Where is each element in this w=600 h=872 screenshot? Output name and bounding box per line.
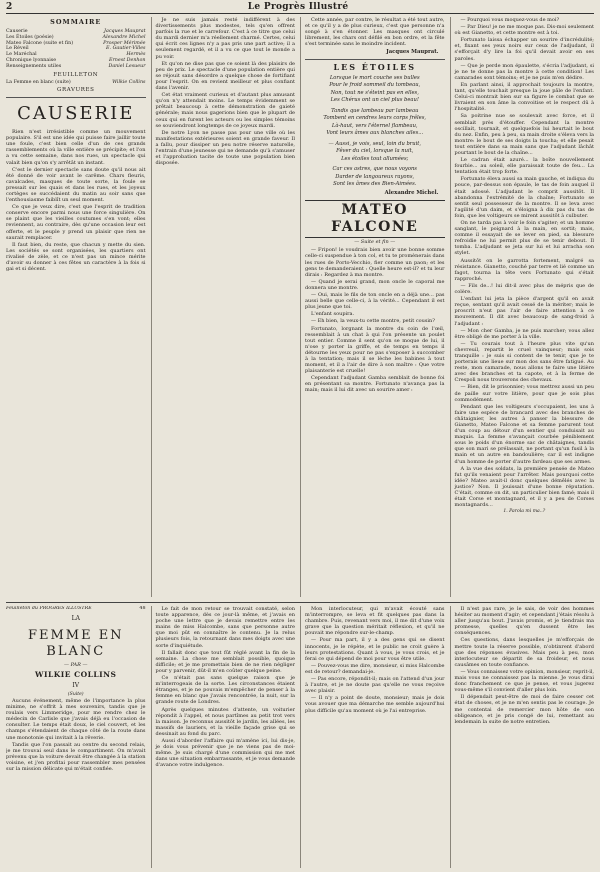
sommaire-item-author: Jacques Mauprat bbox=[104, 28, 146, 34]
column-4 bbox=[450, 17, 595, 597]
column-2 bbox=[151, 17, 296, 597]
sommaire-item-label: Le Réveil bbox=[6, 46, 29, 52]
paragraph: Ces questions, dans lesquelles je m'efforçais de mettre toute la réserve possible, n'obtinrent d'abord que des réponses évasives. Mais peu à peu, mon interlocuteur se départit de sa froideur, et nous causâmes en toute confiance. bbox=[454, 637, 594, 668]
sommaire-item-label: Mateo Falcone (suite et fin) bbox=[6, 40, 74, 46]
sommaire-item-author: Ernest Denhon bbox=[109, 58, 146, 64]
poem-line: Les Chérus ont un ciel plus beau! bbox=[330, 97, 419, 104]
sommaire-item-label: Renseignements utiles bbox=[6, 63, 62, 69]
feuilleton-entry bbox=[6, 80, 146, 86]
page-header bbox=[6, 2, 594, 14]
mateo-footnote: 1. Parola mi ma..? bbox=[503, 509, 546, 515]
paragraph: Aussi d'aborder l'affaire qui m'amène ici, lui dis-je, je dois vous prévenir que je ne viens pas de moi-même. Je suis chargé d'une commission qui me met dans une situation embarrassante, et je vous demande d'avance votre indulgence. bbox=[155, 737, 295, 769]
paragraph: Il dépendait peut-être de moi de faire cesser cet état de choses, et je ne m'en sentis pas le courage. Je me contentai de remercier mon hôte de son obligeance, et je pris congé de lui, remettant au lendemain la suite de notre entretien. bbox=[454, 694, 594, 725]
sommaire-item-author: Hermès bbox=[126, 52, 146, 58]
sommaire-item-label: Le Maréchal bbox=[6, 52, 37, 58]
paragraph: Pendant que les voltigeurs s'occupaient, les uns à faire une espèce de brancard avec des branches de châtaignier, les autres à panser la blessure de Gianetto, Mateo Falcone et sa femme parurent tout d'un coup au détour d'un sentier qui conduisait au maquis. La femme s'avançait courbée péniblement sous le poids d'un énorme sac de châtaignes, tandis que son mari se prélassait, ne portant qu'un fusil à la main et un autre en bandoulière; car il est indigne d'un homme de porter d'autre fardeau que ses armes. bbox=[454, 403, 594, 465]
sommaire-item-author: E. Gautier-Villes bbox=[106, 46, 146, 52]
paragraph: Ce n'était pas sans quelque raison que je m'interrogeais de la sorte. Les circonstances étaient étranges, et je ne pouvais m'empêcher de penser à la femme en blanc que j'avais rencontrée, la nuit, sur la grande route de Londres. bbox=[155, 675, 295, 706]
poem-line: Lorsque le mort couche ses bulles bbox=[329, 74, 420, 81]
paragraph: L'enfant soupira. bbox=[311, 311, 355, 318]
causerie-title: CAUSERIE bbox=[17, 103, 135, 125]
feuilleton-column-3 bbox=[300, 606, 445, 868]
paragraph: — Pour ma part, il y a des gens qui se disent innocents, je le répète, et le public ne croit guère à leurs protestations. Quant à vous, je vous crois, et je ferai ce qui dépend de moi pour vous être utile. bbox=[305, 637, 445, 662]
sommaire-item-author: Daniel Lesueur bbox=[108, 63, 146, 69]
causerie-text-end bbox=[305, 17, 445, 47]
column-1 bbox=[6, 17, 146, 597]
paragraph: Le cadran était azuré... la boîte nouvellement fourbie... au soleil, elle paraissait toute de feu... La tentation était trop forte. bbox=[454, 157, 594, 176]
paragraph: — Pourquoi vous moquez-vous de moi? bbox=[460, 17, 560, 23]
paragraph: — Fripon! le voudrais bien avoir une bonne somme celle-ci suspendue à ton col, et tu te promènerais dans les rues de Porto-Vecchio, fier comme un paon; et les gens te demanderaient : Quelle heure est-il? et tu leur dirais : Regardez à ma montre. bbox=[305, 247, 445, 278]
gravures-label: GRAVURES bbox=[56, 87, 95, 94]
paragraph: — Mon cher Gamba, je ne puis marcher; vous allez être obligé de me porter à la ville. bbox=[454, 327, 594, 340]
etoiles-poem bbox=[305, 75, 445, 188]
feuilleton-label: FEUILLETON bbox=[53, 71, 99, 78]
paragraph: C'est le dernier spectacle sans doute qu'il nous ait été donné de voir avant le carême. Chars fleuris, cavalcades, masques de toute sorte, la foule se pressait sur les quais et dans les rues, et les joyeux cortèges se succédaient du matin au soir sans que l'enthousiasme faiblît un seul moment. bbox=[6, 166, 146, 204]
poem-line: Tandis que lambeau par lambeau bbox=[331, 107, 419, 114]
paragraph: — Pouvez-vous me dire, monsieur, si miss Halcombe est de retour? demandai-je. bbox=[305, 662, 445, 675]
paragraph: Aussitôt on le garrotta fortement, malgré sa résistance. Gianetto, couché par terre et lié comme un fagot, tourna la tête vers Fortunato qui s'était rapproché. bbox=[454, 257, 594, 282]
paragraph: Je ne suis jamais resté indifférent à des divertissements plus modestes, tels qu'en offrent parfois la rue et le carrefour. C'est à ce titre que celui du mardi dernier m'a réellement charmé. Certes, celui qui écrit ces lignes n'y a pas pris une part active; il a seulement regardé, et il a vu ce que tout le monde a pu voir. bbox=[155, 17, 295, 60]
feuilleton-author: WILKIE COLLINS bbox=[35, 669, 117, 679]
sommaire-item bbox=[6, 64, 146, 70]
mateo-text bbox=[305, 247, 445, 393]
page-number: 2 bbox=[6, 2, 13, 13]
paragraph: — Que je perde mon épaulette, s'écria l'adjudant, si je ne te donne pas la montre à cette condition! Les camarades sont témoins; et je ne puis m'en dédire. bbox=[454, 62, 594, 81]
paragraph: Rien n'est irrésistible comme un mouvement populaire. S'il est une idée qui puisse faire jaillir toute une foule, c'est bien celle d'un de ces grands rassemblements où la ville entière se précipite; et l'on a vu cette semaine, dans nos rues, un spectacle qui valait bien qu'on s'y arrêtât un instant. bbox=[6, 129, 146, 166]
paragraph: Fortunato laissa échapper un sourire d'incrédulité; et, fixant ses yeux noirs sur ceux de l'adjudant, il s'efforçait d'y lire la foi qu'il devait avoir en ses paroles. bbox=[454, 37, 594, 62]
etoiles-signature: Alexandre Michel. bbox=[384, 189, 439, 196]
poem-line: Non, tout ne s'éteint pas en elles, bbox=[330, 89, 419, 96]
sommaire-item-label: Chronique lyonnaise bbox=[6, 58, 57, 64]
feuilleton-text-3 bbox=[305, 606, 445, 714]
causerie-text bbox=[6, 129, 146, 272]
mateo-text-continued bbox=[455, 17, 595, 508]
feuilleton-text-4 bbox=[455, 606, 595, 725]
paragraph: Et qu'on ne dise pas que ce soient là des plaisirs de peu de prix. Le spectacle d'une population entière qui se réjouit sans désordre a quelque chose de fortifiant pour l'esprit. On en revient meilleur et plus confiant dans l'avenir. bbox=[155, 60, 295, 92]
poem-line: — Aussi, je vois, seul, loin du bruit, bbox=[328, 140, 421, 147]
poem-line: Fêver du ciel, lorsque la nuit, bbox=[336, 148, 414, 155]
divider bbox=[305, 59, 445, 60]
feuilleton-number: 48 bbox=[139, 606, 146, 611]
paragraph: — Bien, dit le prisonnier; vous mettrez aussi un peu de paille sur votre litière, pour que je sois plus commodément. bbox=[454, 384, 594, 403]
paragraph: Sa poitrine nue se soulevait avec force, et il semblait près d'étouffer. Cependant la montre oscillait, tournait, et quelquefois lui heurtait le bout du nez. Enfin, peu à peu, sa main droite s'éleva vers la montre: le bout de ses doigts la toucha; et elle pesait tout entière dans sa main sans que l'adjudant lâchât pourtant le bout de la chaîne... bbox=[454, 113, 594, 156]
poem-line: Sont les âmes des Bien-Aimées. bbox=[333, 181, 417, 188]
feuilleton-chapter: IV bbox=[72, 682, 80, 690]
paragraph: — Vous connaissez votre opinion, monsieur, reprit-il, mais vous ne connaissez pas la mienne. Je vous dirai donc franchement ce que je pense, et vous jugerez vous-même s'il convient d'aller plus loin. bbox=[454, 668, 594, 694]
column-3 bbox=[300, 17, 445, 597]
divider bbox=[6, 97, 146, 98]
paragraph: Après quelques minutes d'attente, un voiturier répondit à l'appel, et nous partîmes au petit trot vers la maison. Je reconnus aussitôt le jardin, les allées, les massifs de lauriers, et la vieille façade grise qui se dessinait au fond du parc. bbox=[155, 706, 295, 737]
sommaire-item-label: Causerie bbox=[6, 28, 28, 34]
mateo-title: MATEO FALCONE bbox=[305, 200, 445, 238]
feuilleton-section bbox=[6, 606, 594, 868]
sommaire-item-author: Prosper Mérimée bbox=[103, 40, 146, 46]
feuilleton-entry-author: Wilkie Collins bbox=[112, 79, 146, 85]
sommaire-title: SOMMAIRE bbox=[50, 18, 102, 26]
feuilleton-title-prefix: LA bbox=[71, 614, 80, 622]
feuilleton-label-text: Feuilleton du PROGRÈS ILLUSTRÉ bbox=[6, 606, 92, 611]
masthead: Le Progrès Illustré bbox=[247, 2, 349, 13]
poem-line: Tombent en cendres leurs corps frêles, bbox=[323, 115, 427, 122]
paragraph: Aucuns événement, même de l'importance la plus minime, ne s'offrit à mes souvenirs, tandis que je roulais vers Limmeridge, pour me rendre chez le médecin de Carlisle que j'avais déjà eu l'occasion de consulter. Le temps était doux, le ciel couvert, et les champs s'étendaient de chaque côté de la route dans une monotonie qui invitait à la rêverie. bbox=[6, 698, 146, 741]
paragraph: — Pas encore, répondit-il; mais on l'attend d'un jour à l'autre, et je ne doute pas qu'elle ne vous reçoive avec plaisir. bbox=[305, 676, 445, 695]
poem-line: Vont leurs âmes aux blanches ailes... bbox=[326, 130, 424, 137]
paragraph: Ce que je veux dire, c'est que l'esprit de tradition conserve encore parmi nous une force singulière. On se plaint que les vieilles coutumes s'en vont; elles reviennent, au contraire, dès qu'une occasion leur est offerte, et le peuple y prend un plaisir que rien ne saurait remplacer. bbox=[6, 204, 146, 241]
poem-line: Les étoiles tout allumées; bbox=[341, 155, 409, 162]
causerie-text-continued bbox=[156, 17, 296, 166]
paragraph: — Quand je serai grand, mon oncle le caporal me donnera une montre. bbox=[305, 278, 445, 291]
paragraph: Cet état vraiment curieux et d'autant plus amusant qu'on n'y attendait moins. Le temps évidemment se prêtait beaucoup à cette démonstration de gaieté générale; mais nous gagerions bien que le plupart de ceux qui en furent les acteurs ou les simples témoins se souviendront longtemps de ce joyeux mardi. bbox=[155, 92, 295, 129]
feuilleton-title: FEMME EN BLANC bbox=[27, 628, 124, 660]
feuilleton-par: — PAR — bbox=[64, 661, 88, 668]
etoiles-title: LES ÉTOILES bbox=[333, 61, 417, 72]
feuilleton-column-2 bbox=[151, 606, 296, 868]
paragraph: — Eh bien, la veux-tu cette montre, petit cousin? bbox=[311, 318, 435, 325]
paragraph: — Oui, mais le fils de ton oncle en a déjà une... pas aussi belle que celle-ci, à la vérité... Cependant il est plus jeune que toi. bbox=[305, 292, 445, 311]
feuilleton-entry-label: La Femme en blanc (suite) bbox=[6, 79, 71, 85]
paragraph: De notre Lyon ne passe pas pour une ville où les manifestations extérieures soient en grande faveur. Il a fallu, pour dissiper un peu notre réserve naturelle, l'entrain d'une jeunesse qui ne demande qu'à s'amuser et l'approbation tacite de toute une population bien disposée. bbox=[155, 129, 295, 167]
paragraph: Cependant l'adjudant Gamba semblait de bonne foi en présentant sa montre. Fortunato n'avança pas la main; mais il lui dit avec un sourire amer : bbox=[305, 375, 445, 394]
paragraph: Il n'est pas rare, je le sais, de voir des hommes hésiter au moment d'agir; et cependant j'étais résolu à aller jusqu'au bout. J'avais promis, et je tiendrais ma promesse, quelles qu'en dussent être les conséquences. bbox=[454, 606, 594, 637]
upper-section bbox=[6, 17, 594, 597]
poem-line: Là-haut, vers l'éternel flambeau, bbox=[331, 122, 418, 129]
feuilleton-note: (Suite) bbox=[67, 692, 84, 698]
paragraph: Il fallait donc que tout fût réglé avant la fin de la semaine. La chose me semblait possible, quoique difficile; et je me promettais bien de ne rien négliger pour y parvenir, dût-il m'en coûter quelque peine. bbox=[155, 649, 295, 674]
feuilleton-column-4 bbox=[450, 606, 595, 868]
paragraph: L'enfant lui jeta la pièce d'argent qu'il en avait reçue, sentant qu'il avait cessé de la mériter; mais le proscrit n'eut pas l'air de faire attention à ce mouvement. Il dit avec beaucoup de sang-froid à l'adjudant : bbox=[454, 296, 594, 327]
feuilleton-text-2 bbox=[156, 606, 296, 768]
section-divider bbox=[6, 602, 594, 603]
paragraph: Fortunato éleva aussi sa main gauche, et indiqua du pouce, par-dessus son épaule, le tas de foin auquel il était adossé. L'adjudant le comprit aussitôt. Il abandonna l'extrémité de la chaîne; Fortunato se sentit seul possesseur de la montre. Il se leva avec l'agilité d'un daim, et s'éloigna à dix pas du tas de foin, que les voltigeurs se mirent aussitôt à culbuter. bbox=[454, 176, 594, 219]
feuilleton-text bbox=[6, 698, 146, 772]
paragraph: — Par Dieu! je ne me moque pas. Dis-moi seulement où est Gianetto, et cette montre est à toi. bbox=[454, 24, 594, 37]
poem-line: Pour le froid sommeil du tombeau, bbox=[329, 82, 421, 89]
paragraph: Il faut bien, du reste, que chacun y mette du sien. Les sociétés se sont organisées, les quartiers ont rivalisé de zèle, et ce n'est pas un mince mérite d'avoir su donner à ces fêtes un caractère à la fois si gai et si décent. bbox=[6, 241, 146, 273]
paragraph: A la vue des soldats, la première pensée de Mateo fut qu'ils venaient pour l'arrêter. Mais pourquoi cette idée? Mateo avait-il donc quelques démêlés avec la justice? Non. Il jouissait d'une bonne réputation. C'était, comme on dit, un particulier bien famé; mais il était Corse et montagnard, et il y a peu de Corses montagnards... bbox=[454, 465, 594, 509]
feuilleton-column-1 bbox=[6, 606, 146, 868]
sommaire-item-author: Alexandre Michel bbox=[102, 34, 146, 40]
paragraph: — Tu courais tout à l'heure plus vite qu'un chevreuil, repartit le cruel vainqueur; mais sois tranquille : je suis si content de te tenir, que je te porterais une lieue sur mon dos sans être fatigué. Au reste, mon camarade, nous allons te faire une litière avec des branches et ta capote, et à la ferme de Crespoli nous trouverons des chevaux. bbox=[454, 340, 594, 384]
paragraph: — Il n'y a point de doute, monsieur; mais je dois vous avouer que ma démarche me semble aujourd'hui plus difficile qu'au moment où je l'ai entreprise. bbox=[305, 695, 445, 714]
poem-line: Darder de langoureux rayons, bbox=[335, 173, 415, 180]
paragraph: Mon interlocuteur, qui m'avait écouté sans m'interrompre, se leva et fit quelques pas dans la chambre. Puis, revenant vers moi, il me dit d'une voix grave que la question méritait réflexion, et qu'il ne pouvait me répondre sur-le-champ. bbox=[305, 606, 445, 637]
sommaire-item-label: Les Étoiles (poésie) bbox=[6, 34, 54, 40]
paragraph: Cette année, par contre, le résultat a été tout autre, et ce qu'il y a de plus curieux, c'est que personne n'a songé à s'en étonner. Les masques ont circulé librement, les chars ont défilé en bon ordre, et la fête s'est terminée sans le moindre incident. bbox=[305, 17, 445, 48]
paragraph: Le fait de mon retour se trouvait constaté, selon toute apparence, dès ce jour-là même, et j'avais en poche une lettre que je devais remettre entre les mains de miss Halcombe, sans que personne autre que moi pût en connaître le contenu. Je la relus plusieurs fois, la retournant dans mes doigts avec une sorte d'inquiétude. bbox=[155, 606, 295, 649]
mateo-subtitle: — Suite et fin — bbox=[354, 239, 396, 246]
paragraph: En parlant ainsi, il approchait toujours la montre, tant, qu'elle touchait presque la joue pâle de l'enfant. Celui-ci montrait bien sur sa figure le combat que se livraient en son âme la convoitise et le respect dû à l'hospitalité. bbox=[454, 81, 594, 113]
causerie-signature: Jacques Mauprat. bbox=[386, 49, 439, 56]
paragraph: Fortunato, lorgnant la montre du coin de l'œil, ressemblait à un chat à qui l'on présente un poulet tout entier. Comme il sent qu'on se moque de lui, il n'ose y porter la griffe, et de temps en temps il détourne les yeux pour ne pas s'exposer à succomber à la tentation; mais il se lèche les babines à tout moment, et il a l'air de dire à son maître : Que votre plaisanterie est cruelle! bbox=[305, 325, 445, 375]
poem-line: Car ces astres, que nous voyons bbox=[332, 166, 417, 173]
paragraph: On ne tarda pas à voir le foin s'agiter; et un homme sanglant, le poignard à la main, en sortit; mais, comme il essayait de se lever en pied, sa blessure refroidie ne lui permit plus de se tenir debout. Il tomba. L'adjudant se jeta sur lui et lui arracha son stylet. bbox=[454, 220, 594, 257]
paragraph: — Fils de...! lui dit-il avec plus de mépris que de colère. bbox=[454, 282, 594, 296]
sommaire-list bbox=[6, 29, 146, 70]
paragraph: Tandis que l'on passait au centre du second relais, je me trouvai seul dans le compartiment. On m'avait prévenu que la voiture devait être changée à la station voisine, et j'en profitai pour rassembler mes pensées sur la mission délicate qui m'était confiée. bbox=[6, 741, 146, 773]
feuilleton-header bbox=[6, 606, 146, 612]
